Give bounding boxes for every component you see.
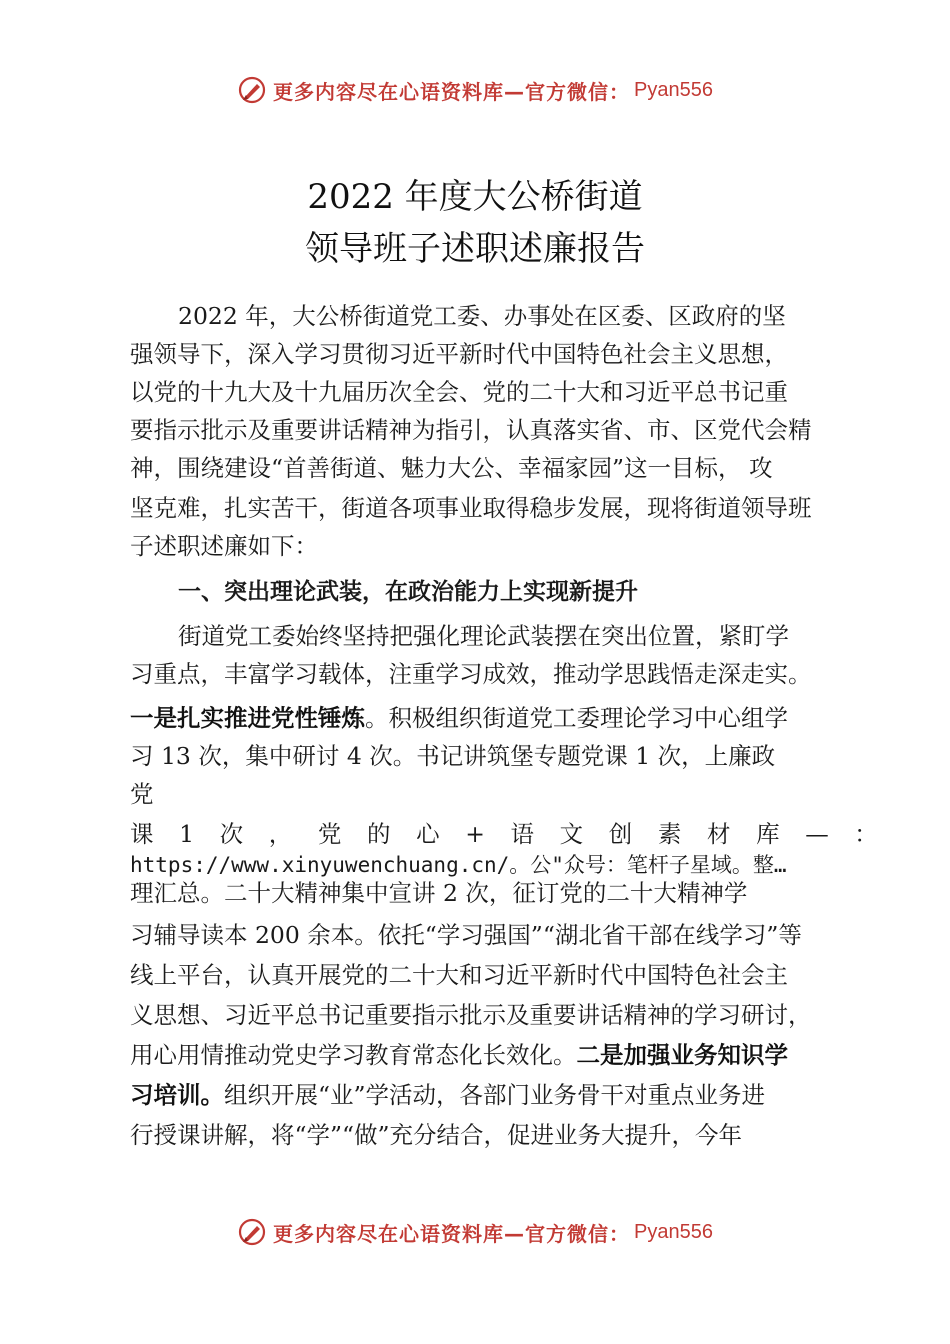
paragraph1-line: 坚克难，扎实苦干，街道各项事业取得稳步发展，现将街道领导班 [130, 494, 812, 522]
banner-text: 更多内容尽在心语资料库—官方微信： [273, 79, 631, 104]
paragraph3-line [130, 699, 840, 737]
point1-text: 。积极组织街道党工委理论学习中心组学 [365, 704, 788, 732]
header-banner [0, 70, 950, 110]
paragraph3-line: 党 [130, 780, 154, 808]
banner-wechat-id: Pyan556 [634, 78, 713, 101]
point2-bold-end: 习培训。 [130, 1081, 224, 1109]
document-title-line1: 2022 年度大公桥街道 [307, 177, 643, 217]
paragraph3-line: 线上平台，认真开展党的二十大和习近平新时代中国特色社会主 [130, 961, 788, 989]
paragraph3-line [130, 1036, 840, 1074]
paragraph4-line: 行授课讲解，将“学”“做”充分结合，促进业务大提升，今年 [130, 1121, 743, 1149]
paragraph1-line: 要指示批示及重要讲话精神为指引，认真落实省、市、区党代会精 [130, 416, 812, 444]
pen-nib-logo-icon [237, 1217, 267, 1247]
paragraph3-line: 理汇总。二十大精神集中宣讲 2 次，征订党的二十大精神学 [130, 879, 748, 907]
footer-banner [0, 1212, 950, 1252]
paragraph2-line: 习重点，丰富学习载体，注重学习成效，推动学思践悟走深走实。 [130, 660, 812, 688]
paragraph3-line: 义思想、习近平总书记重要指示批示及重要讲话精神的学习研讨， [130, 1001, 812, 1029]
watermark-spaced-line: 课 1 次 ， 党 的 心 + 语 文 创 素 材 库 — ： [130, 820, 878, 848]
point1-bold: 一是扎实推进党性锤炼 [130, 704, 365, 732]
point2-bold-start: 二是加强业务知识学 [576, 1041, 788, 1069]
paragraph2-line: 街道党工委始终坚持把强化理论武装摆在突出位置，紧盯学 [178, 622, 789, 650]
watermark-url-line: https://www.xinyuwenchuang.cn/。公"众号：笔杆子星域。整… [130, 853, 787, 877]
paragraph4-line [130, 1076, 840, 1114]
paragraph3-line: 习辅导读本 200 余本。依托“学习强国”“湖北省干部在线学习”等 [130, 921, 802, 949]
paragraph3-text: 用心用情推动党史学习教育常态化长效化。 [130, 1041, 577, 1069]
paragraph1-line: 神，围绕建设“首善街道、魅力大公、幸福家园”这一目标， 攻 [130, 454, 773, 482]
paragraph3-line: 习 13 次，集中研讨 4 次。书记讲筑堡专题党课 1 次，上廉政 [130, 742, 776, 770]
document-title-line2: 领导班子述职述廉报告 [305, 229, 645, 269]
paragraph1-line: 强领导下，深入学习贯彻习近平新时代中国特色社会主义思想， [130, 340, 788, 368]
point2-text: 组织开展“业”学活动，各部门业务骨干对重点业务进 [224, 1081, 766, 1109]
paragraph1-line: 以党的十九大及十九届历次全会、党的二十大和习近平总书记重 [130, 378, 788, 406]
paragraph1-line: 子述职述廉如下： [130, 532, 318, 560]
paragraph1-line: 2022 年，大公桥街道党工委、办事处在区委、区政府的坚 [178, 302, 786, 330]
banner-wechat-id: Pyan556 [634, 1220, 713, 1243]
pen-nib-logo-icon [237, 75, 267, 105]
banner-text: 更多内容尽在心语资料库—官方微信： [273, 1221, 631, 1246]
section-heading: 一、突出理论武装，在政治能力上实现新提升 [178, 579, 638, 605]
